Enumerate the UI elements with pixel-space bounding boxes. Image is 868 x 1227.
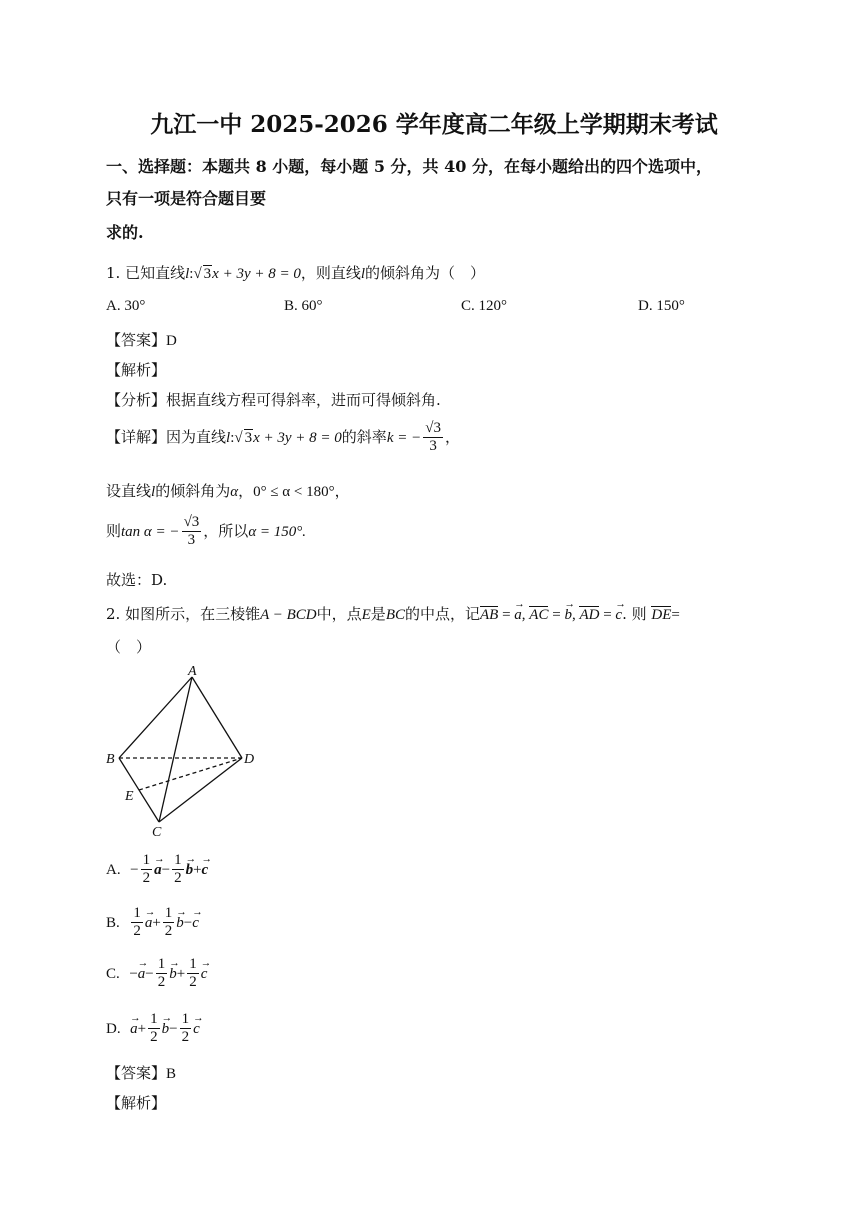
label-c: C	[152, 825, 162, 840]
label-e: E	[125, 789, 134, 804]
slope-fraction: $\frac{√3}{3}$	[425, 420, 441, 455]
q2-option-d: D. → a+ $\frac{1}{2}$ → b− $\frac{1}{2}$ → c	[106, 1011, 200, 1047]
label-a: A	[188, 664, 197, 679]
page-title: 九江一中 2025-2026 学年度高二年级上学期期末考试	[150, 111, 718, 138]
edge-ab	[119, 677, 192, 758]
q1-option-d: D. 150°	[638, 298, 685, 314]
section-heading-line1: 一、选择题：本题共 8 小题，每小题 5 分，共 40 分，在每小题给出的四个选项中，	[106, 157, 712, 176]
section-heading-line3: 求的.	[106, 223, 144, 242]
tan-fraction: $\frac{√3}{3}$	[183, 514, 200, 549]
q1-option-c: C. 120°	[461, 298, 508, 314]
q1-detail: 【详解】因为直线l:√ 3x + 3y + 8 = 0的斜率k = − $\frac{√3}{3}$ ，	[106, 420, 460, 455]
q2-paren: （ ）	[106, 638, 152, 656]
q1-analysis-tag: 【解析】	[106, 361, 167, 379]
label-b: B	[106, 752, 115, 767]
q1-set-angle: 设直线l的倾斜角为α，0° ≤ α < 180°，	[106, 482, 350, 500]
segment-de-hidden	[139, 758, 242, 790]
q1-then: 则tan α = − $\frac{√3}{3}$ ，所以α = 150°.	[106, 514, 307, 549]
tetrahedron-figure	[100, 662, 270, 842]
question-1-stem: 1. 已知直线l:√ 3x + 3y + 8 = 0，则直线l的倾斜角为（ ）	[106, 264, 486, 282]
q2-answer: 【答案】B	[106, 1064, 177, 1082]
label-d: D	[244, 752, 255, 767]
q2-option-a: A. − $\frac{1}{2}$ → a− $\frac{1}{2}$ → b+→ c	[106, 852, 208, 888]
q1-choice: 故选：D.	[106, 571, 168, 589]
q2-analysis-tag: 【解析】	[106, 1094, 167, 1112]
q1-option-a: A. 30°	[106, 298, 146, 314]
section-heading-line2: 只有一项是符合题目要	[106, 189, 267, 208]
q1-option-b: B. 60°	[284, 298, 323, 314]
q2-option-c: C. −→ a− $\frac{1}{2}$ → b+ $\frac{1}{2}$ → c	[106, 956, 207, 992]
q1-answer: 【答案】D	[106, 331, 177, 349]
q2-option-b: B. $\frac{1}{2}$ → a+ $\frac{1}{2}$ → b−→ c	[106, 905, 199, 941]
question-2-stem: 2. 如图所示，在三棱锥A − BCD中，点E是BC的中点，记AB = → a, AC = → b, AD = → c. 则 DE=	[106, 603, 680, 624]
q1-fenxi: 【分析】根据直线方程可得斜率，进而可得倾斜角.	[106, 391, 441, 409]
edge-ad	[192, 677, 242, 758]
